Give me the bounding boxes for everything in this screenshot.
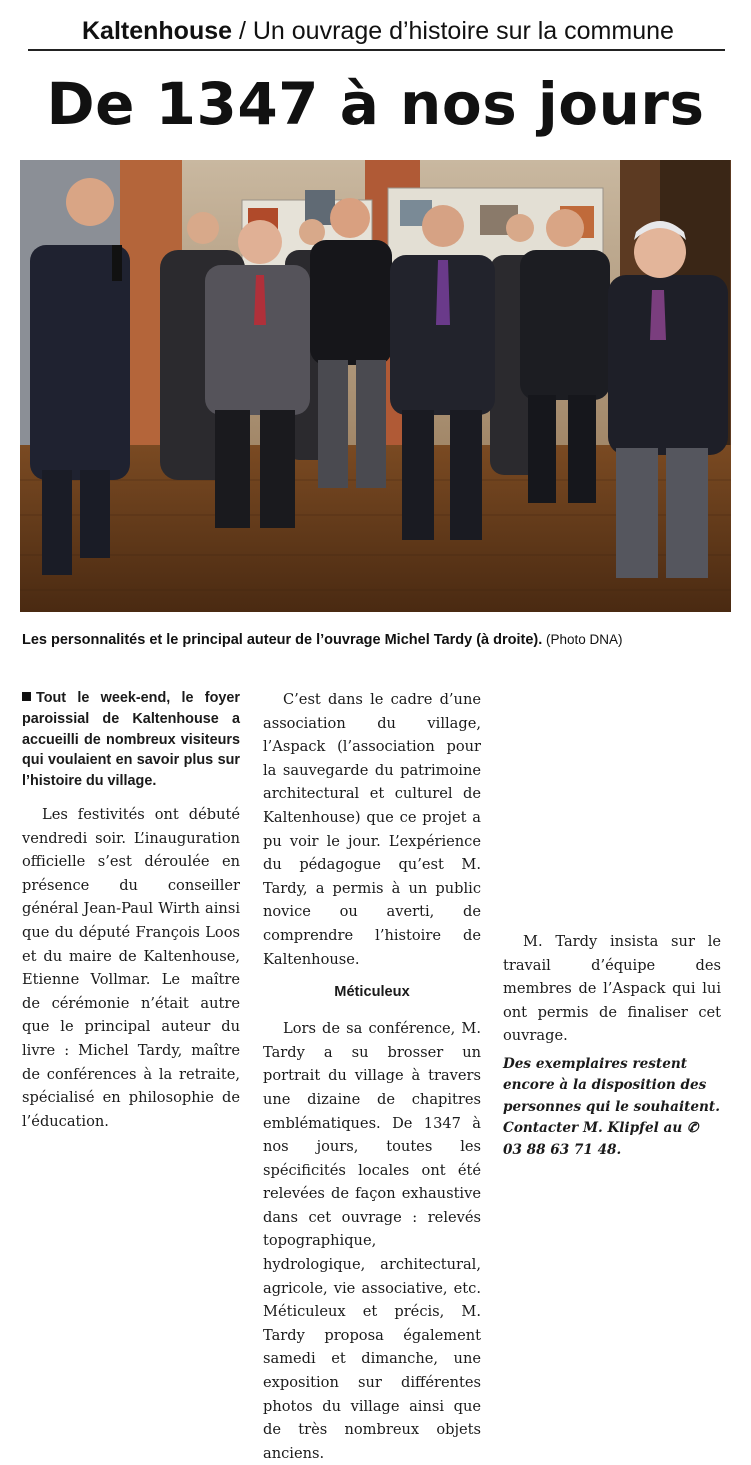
header-rule [28,49,725,51]
article-column-2 [263,688,481,1465]
paragraph-2: C’est dans le cadre d’une association du village, l’Aspack (l’association pour la sauvegarde du patrimoine architectural et culturel de Kaltenhouse) que ce projet a pu voir le jour. L’expérience du pédagogue qu’est M. Tardy, a permis à un public novice ou averti, de comprendre l’histoire de Kaltenhouse. [263,691,481,968]
article-headline: De 1347 à nos jours [46,70,705,138]
caption-text: Les personnalités et le principal auteur de l’ouvrage Michel Tardy (à droite). [22,632,543,648]
paragraph-1: Les festivités ont débuté vendredi soir. L’inauguration officielle s’est déroulée en présence du conseiller général Jean-Paul Wirth ainsi que du député François Loos et du maire de Kaltenhouse, Etienne Vollmar. Le maître de cérémonie n’était autre que le principal auteur du livre : Michel Tardy, maître de conférences à la retraite, spécialisé en philosophie de l’éducation. [22,805,240,1130]
section-subhead: Méticuleux [334,984,410,1001]
lede-text: Tout le week-end, le foyer paroissial de Kaltenhouse a accueilli de nombreux visiteurs qui voulaient en savoir plus sur l’histoire du village. [22,690,240,790]
article-photo [20,160,731,612]
article-kicker [82,14,682,48]
article-column-3 [503,688,721,1161]
article-column-1 [22,688,240,1133]
article-lede [22,688,240,792]
footer-note: Des exemplaires restent encore à la disposition des personnes qui le souhaitent. Contacter M. Klipfel au ✆ 03 88 63 71 48. [503,1055,720,1158]
photo-caption [22,630,732,650]
paragraph-3: Lors de sa conférence, M. Tardy a su brosser un portrait du village à travers une dizaine de chapitres emblématiques. De 1347 à nos jours, toutes les spécificités locales ont été relevées de façon exhaustive dans cet ouvrage : relevés topographique, hydrologique, architectural, agricole, vie associative, etc. Méticuleux et précis, M. Tardy proposa également samedi et dimanche, une exposition sur différentes photos du village ainsi que de très nombreux objets anciens. [263,1020,481,1462]
kicker-topic: Un ouvrage d’histoire sur la commune [252,17,674,45]
kicker-separator: / [232,17,253,45]
column-flow-spacer [503,688,721,930]
paragraph-4: M. Tardy insista sur le travail d’équipe des membres de l’Aspack qui lui ont permis de finaliser cet ouvrage. [503,933,721,1045]
photo-credit: (Photo DNA) [542,632,623,647]
lede-square-icon [22,692,31,701]
kicker-place: Kaltenhouse [82,17,233,45]
